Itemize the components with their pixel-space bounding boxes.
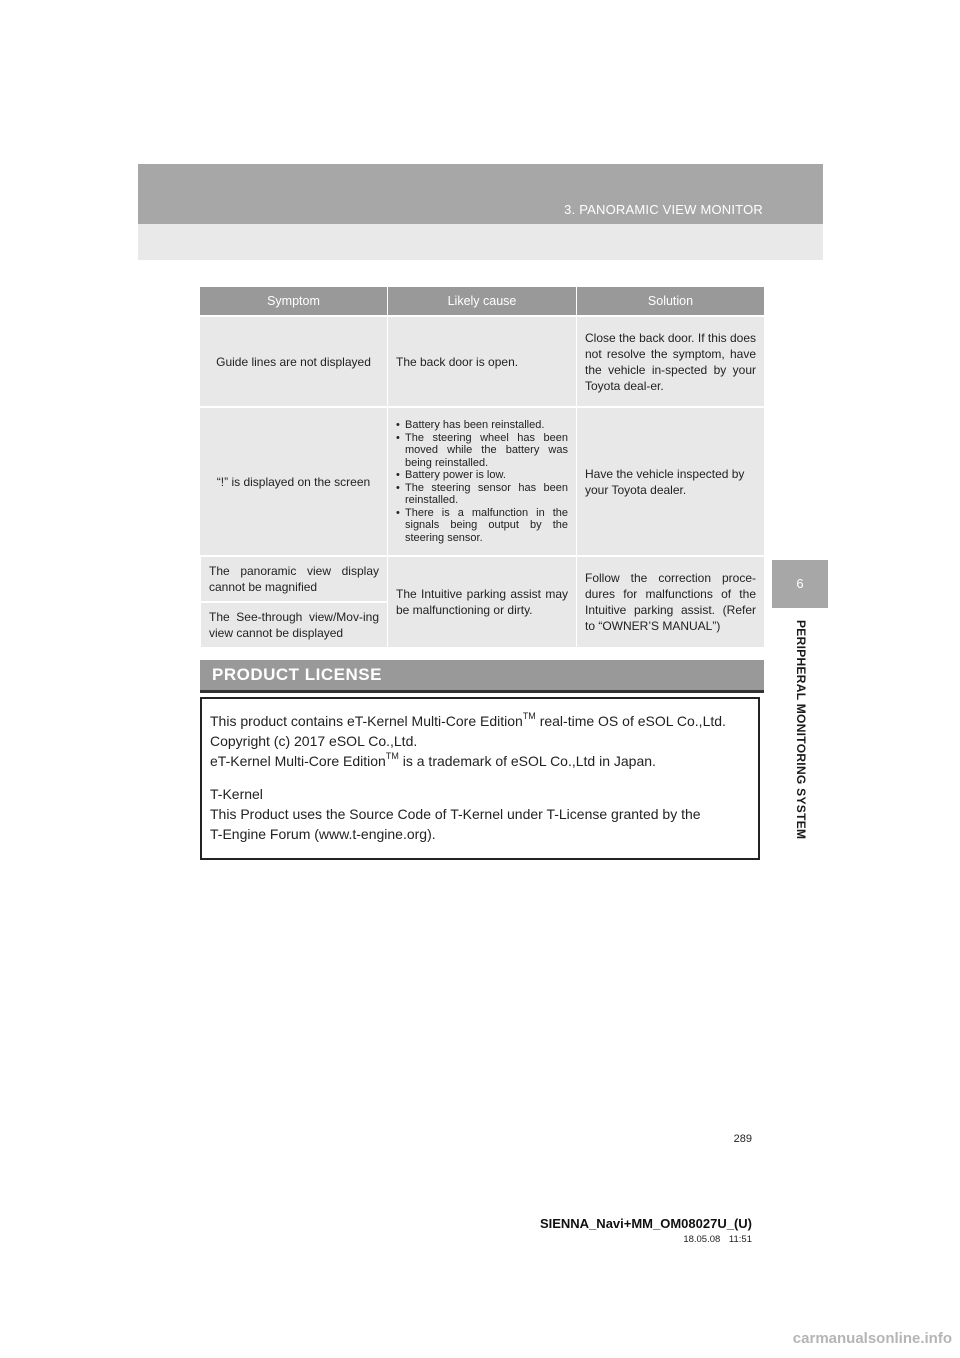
solution-cell: Close the back door. If this does not resolve the symptom, have the vehicle in-spected by your Toyota deal-er. — [576, 317, 764, 408]
solution-cell: Have the vehicle inspected by your Toyota dealer. — [576, 408, 764, 557]
license-line — [210, 751, 758, 771]
license-line: This Product uses the Source Code of T-Kernel under T-License granted by the — [210, 806, 701, 822]
trademark-mark: TM — [385, 751, 399, 761]
header-band — [138, 164, 823, 224]
table-row — [200, 408, 764, 557]
section-title: 3. PANORAMIC VIEW MONITOR — [564, 202, 763, 217]
license-text: is a trademark of eSOL Co.,Ltd in Japan. — [398, 753, 656, 769]
symptom-cell: The See-through view/Mov-ing view cannot be displayed — [200, 603, 387, 649]
cause-cell — [387, 408, 576, 557]
list-item: • The steering sensor has been reinstalled. — [396, 482, 568, 507]
cause-list — [396, 419, 568, 544]
table-row — [200, 557, 764, 603]
list-item: • Battery power is low. — [396, 469, 568, 482]
chapter-number: 6 — [796, 576, 804, 591]
document-code: SIENNA_Navi+MM_OM08027U_(U) — [539, 1216, 752, 1231]
watermark: carmanualsonline.info — [792, 1330, 952, 1347]
license-text: This product contains eT-Kernel Multi-Core Edition — [210, 713, 523, 729]
cause-cell: The back door is open. — [387, 317, 576, 408]
page-number: 289 — [733, 1133, 752, 1145]
table-header-row — [200, 287, 764, 317]
symptom-cell: “!” is displayed on the screen — [200, 408, 387, 557]
column-header-symptom: Symptom — [200, 287, 387, 317]
list-item: • There is a malfunction in the signals being output by the steering sensor. — [396, 507, 568, 545]
license-text: real-time OS of eSOL Co.,Ltd. — [535, 713, 726, 729]
product-license-heading: PRODUCT LICENSE — [212, 665, 382, 684]
symptom-cell: The panoramic view display cannot be magnified — [200, 557, 387, 603]
license-line: T-Engine Forum (www.t-engine.org). — [210, 826, 436, 842]
cause-cell: The Intuitive parking assist may be malfunctioning or dirty. — [387, 557, 576, 649]
table-row — [200, 317, 764, 408]
solution-cell: Follow the correction proce-dures for malfunctions of the Intuitive parking assist. (Refer to “OWNER’S MANUAL”) — [576, 557, 764, 649]
troubleshooting-table — [200, 287, 764, 649]
symptom-cell: Guide lines are not displayed — [200, 317, 387, 408]
license-line — [210, 711, 758, 731]
list-item: • Battery has been reinstalled. — [396, 419, 568, 432]
license-box — [200, 697, 760, 860]
chapter-tab — [772, 560, 828, 608]
column-header-likely-cause: Likely cause — [387, 287, 576, 317]
page-header — [138, 164, 823, 260]
license-text: eT-Kernel Multi-Core Edition — [210, 753, 386, 769]
license-line: T-Kernel — [210, 786, 263, 802]
list-item: • The steering wheel has been moved while the battery was being reinstalled. — [396, 432, 568, 470]
product-license-heading-bar — [200, 660, 764, 693]
trademark-mark: TM — [522, 711, 536, 721]
chapter-label: PERIPHERAL MONITORING SYSTEM — [794, 620, 808, 840]
license-line: Copyright (c) 2017 eSOL Co.,Ltd. — [210, 733, 418, 749]
column-header-solution: Solution — [576, 287, 764, 317]
print-timestamp: 18.05.08 11:51 — [683, 1234, 752, 1245]
